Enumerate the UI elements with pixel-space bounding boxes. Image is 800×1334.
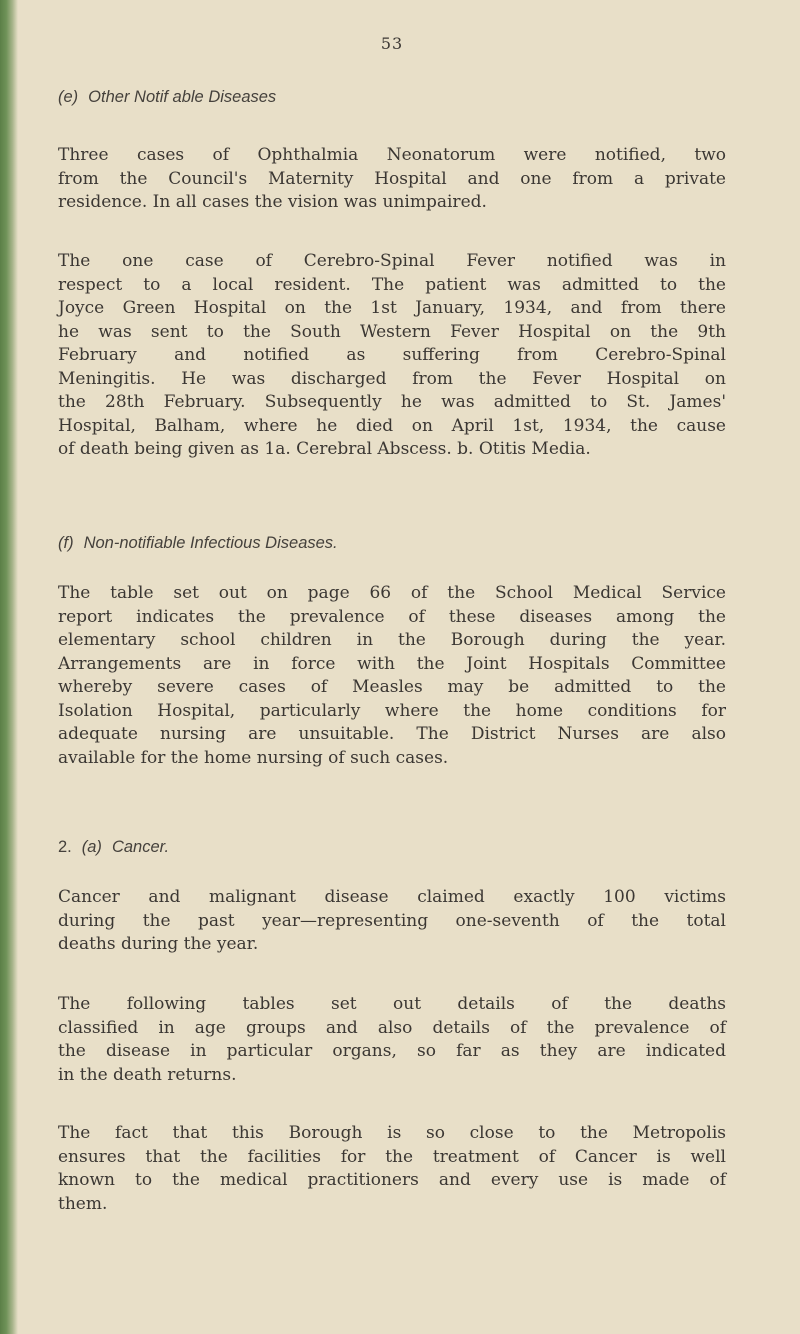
paragraph-line: during the past year—representing one-seventh of the total: [58, 910, 726, 931]
paragraph-line: Three cases of Ophthalmia Neonatorum were notified, two: [58, 145, 726, 165]
section-number: 2.: [58, 838, 72, 856]
paragraph-line: the 28th February. Subsequently he was admitted to St. James': [58, 392, 726, 412]
paragraph-line: of death being given as 1a. Cerebral Abscess. b. Otitis Media.: [58, 439, 591, 459]
paragraph-ophthalmia: [58, 144, 726, 215]
page-number: 53: [380, 34, 404, 53]
paragraph-line: Hospital, Balham, where he died on April 1st, 1934, the cause: [58, 415, 726, 436]
paragraph-cancer-tables: [58, 993, 726, 1087]
paragraph-line: The following tables set out details of the deaths: [58, 994, 726, 1014]
paragraph-line: ensures that the facilities for the treatment of Cancer is well: [58, 1146, 726, 1167]
paragraph-line: Isolation Hospital, particularly where the home conditions for: [58, 700, 726, 721]
section-f-marker: (f): [58, 534, 74, 552]
paragraph-line: known to the medical practitioners and every use is made of: [58, 1170, 726, 1190]
paragraph-line: the disease in particular organs, so far as they are indicated: [58, 1041, 726, 1061]
document-page: [58, 0, 726, 1334]
paragraph-line: adequate nursing are unsuitable. The District Nurses are also: [58, 724, 726, 744]
paragraph-line: respect to a local resident. The patient was admitted to the: [58, 274, 726, 295]
section-f-title: Non-notifiable Infectious Diseases.: [83, 534, 338, 552]
paragraph-cerebro-spinal: [58, 250, 726, 462]
paragraph-line: The one case of Cerebro-Spinal Fever notified was in: [58, 251, 726, 271]
section-f-heading: [58, 534, 338, 553]
section-cancer-heading: [58, 838, 169, 857]
section-cancer-marker: (a): [81, 838, 102, 856]
section-e-title: Other Notif able Diseases: [88, 88, 277, 106]
paragraph-non-notifiable: [58, 582, 726, 770]
paragraph-line: deaths during the year.: [58, 934, 259, 954]
paragraph-line: Meningitis. He was discharged from the Fever Hospital on: [58, 368, 726, 389]
book-spine-edge: [0, 0, 18, 1334]
paragraph-line: from the Council's Maternity Hospital and one from a private: [58, 168, 726, 189]
paragraph-line: Arrangements are in force with the Joint Hospitals Committee: [58, 653, 726, 674]
paragraph-line: whereby severe cases of Measles may be admitted to the: [58, 677, 726, 697]
paragraph-line: available for the home nursing of such cases.: [58, 747, 449, 768]
paragraph-line: Cancer and malignant disease claimed exactly 100 victims: [58, 887, 726, 907]
section-e-heading: [58, 88, 276, 107]
paragraph-line: residence. In all cases the vision was unimpaired.: [58, 192, 487, 212]
paragraph-line: elementary school children in the Borough during the year.: [58, 630, 726, 650]
paragraph-line: in the death returns.: [58, 1064, 237, 1085]
paragraph-cancer-facilities: [58, 1122, 726, 1216]
paragraph-line: report indicates the prevalence of these diseases among the: [58, 606, 726, 627]
paragraph-cancer-victims: [58, 886, 726, 957]
paragraph-line: he was sent to the South Western Fever Hospital on the 9th: [58, 321, 726, 342]
paragraph-line: The fact that this Borough is so close to the Metropolis: [58, 1123, 726, 1143]
paragraph-line: classified in age groups and also details of the prevalence of: [58, 1017, 726, 1038]
section-cancer-title: Cancer.: [111, 838, 170, 856]
paragraph-line: Joyce Green Hospital on the 1st January, 1934, and from there: [58, 298, 726, 318]
paragraph-line: The table set out on page 66 of the School Medical Service: [58, 583, 726, 603]
section-e-marker: (e): [58, 88, 79, 106]
paragraph-line: them.: [58, 1193, 108, 1214]
paragraph-line: February and notified as suffering from Cerebro-Spinal: [58, 345, 726, 365]
